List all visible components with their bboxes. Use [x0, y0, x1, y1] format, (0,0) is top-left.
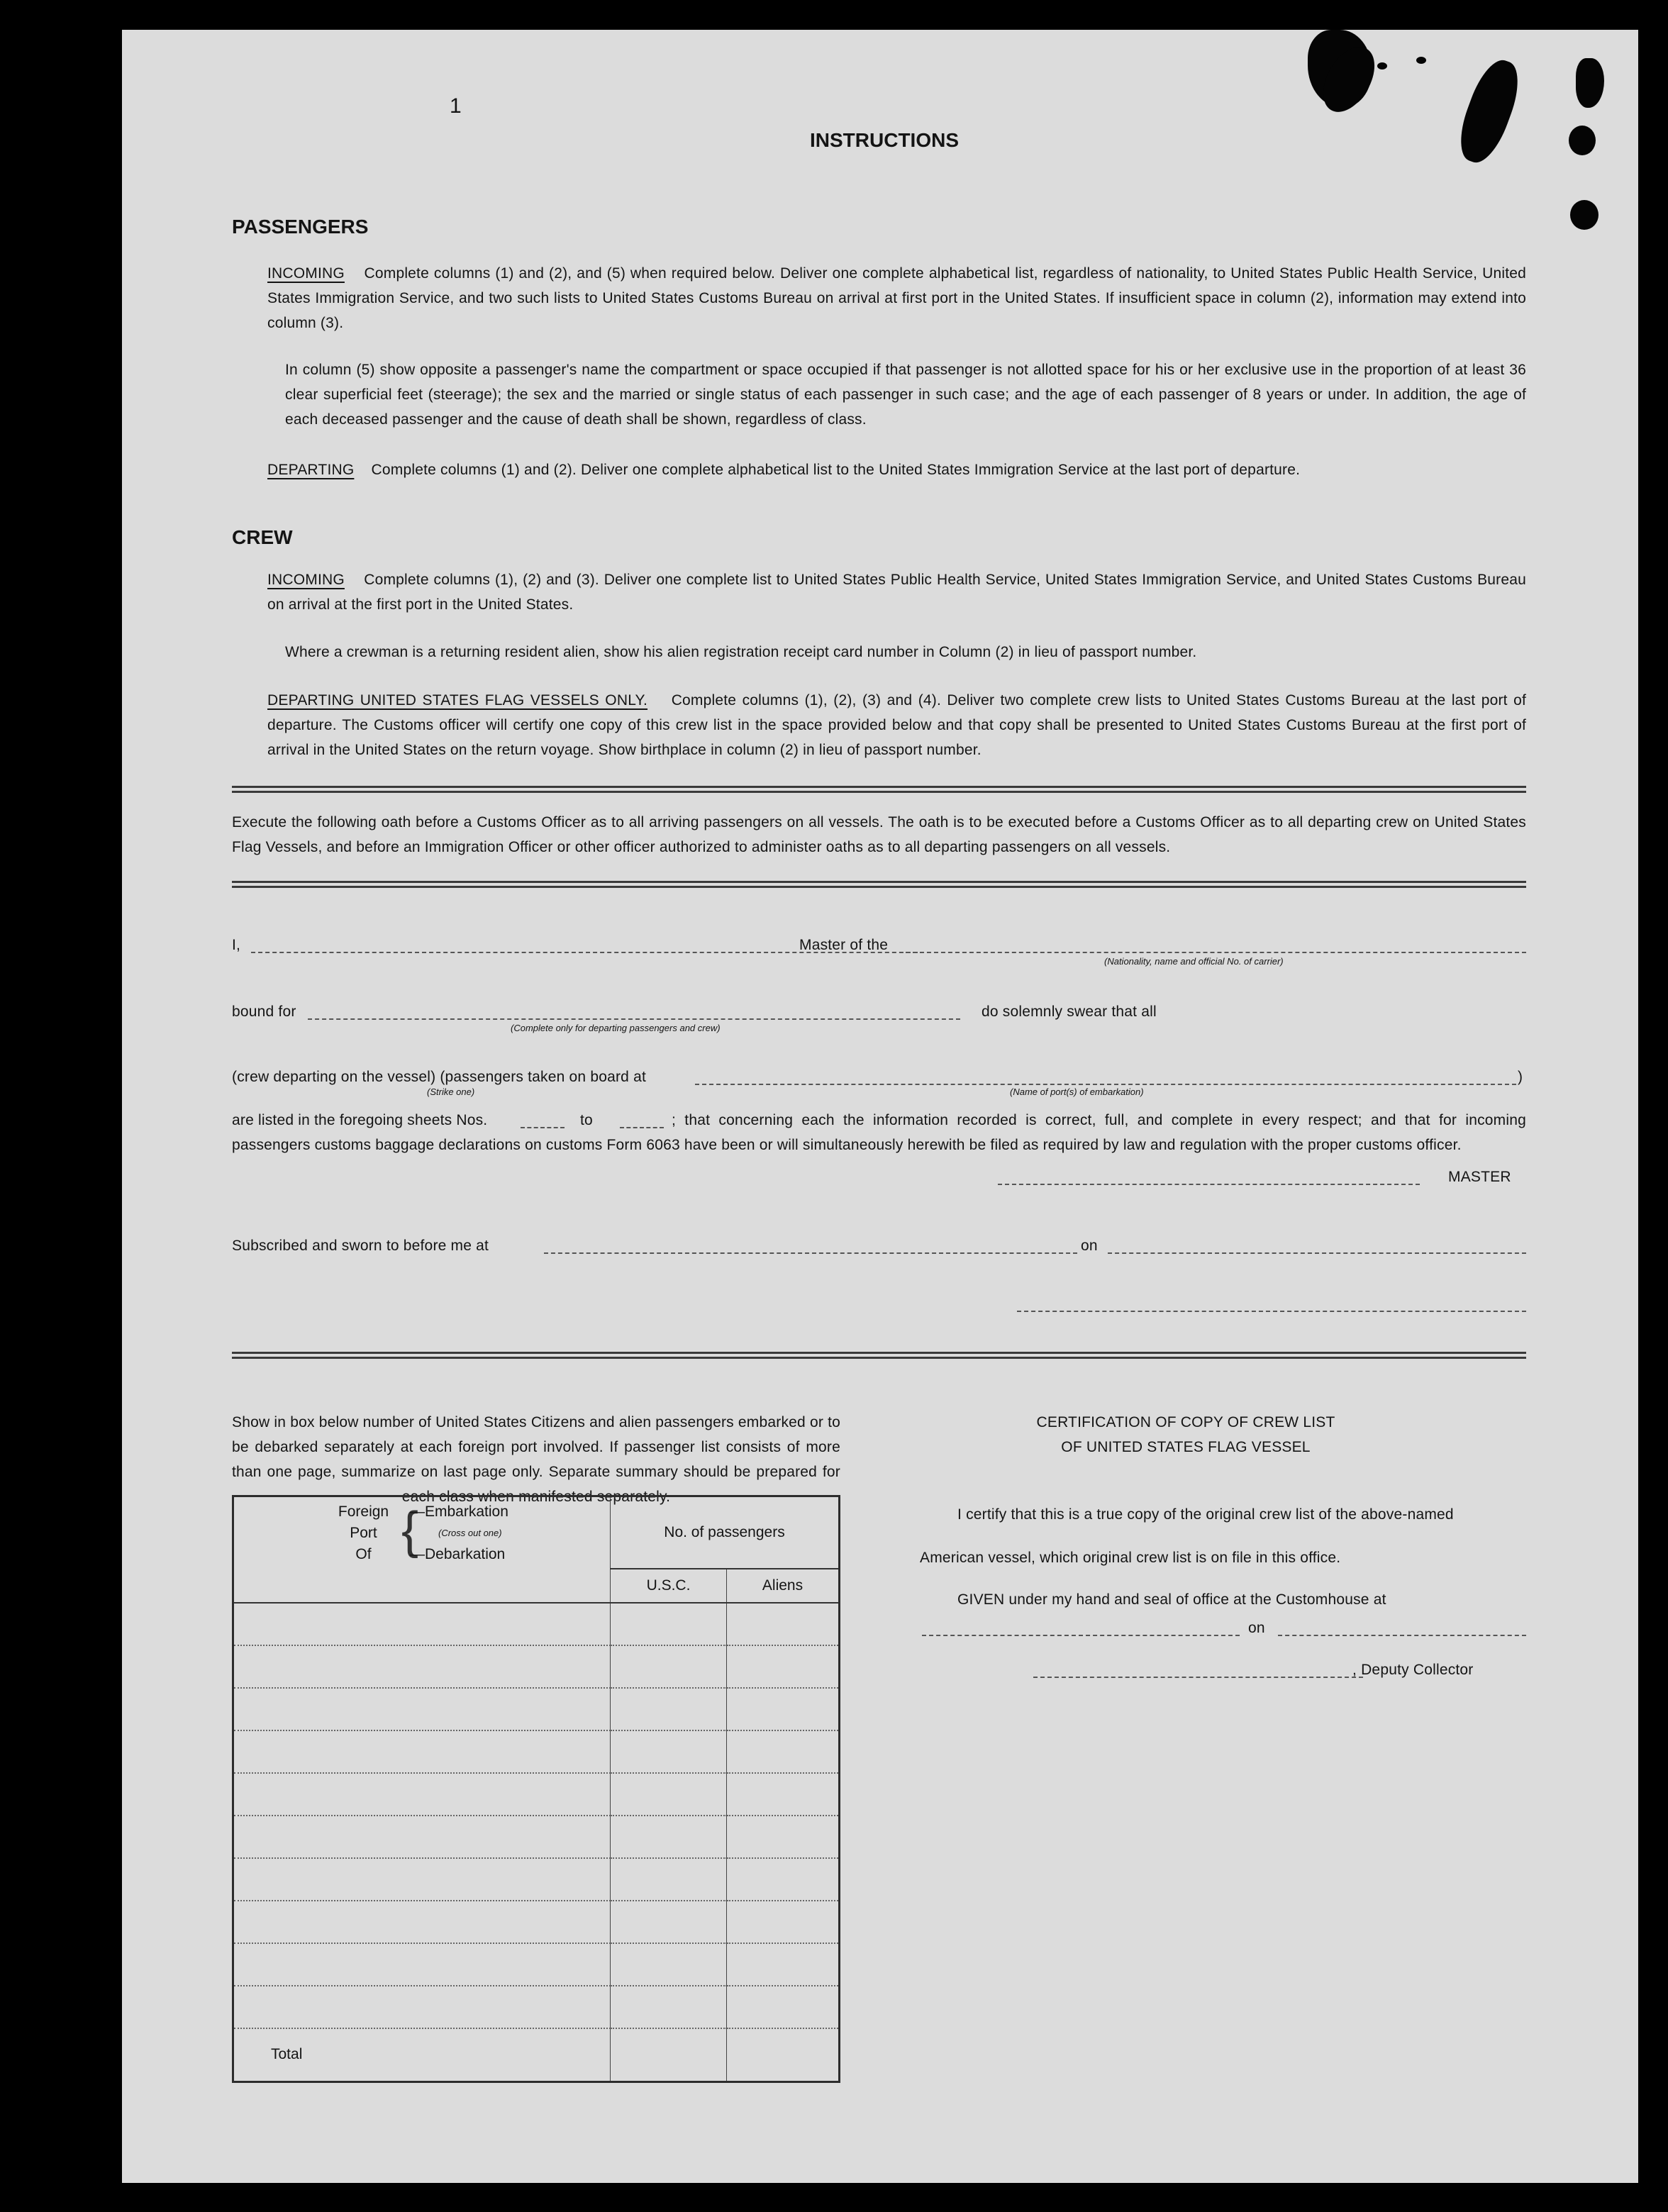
port-cell[interactable] — [233, 1773, 611, 1816]
oath-instruction: Execute the following oath before a Customs Officer as to all arriving passengers on all vessels. The oath is to be executed before a Customs Officer as to all departing crew on United States Flag Vessels, and before an Immigration Officer or other officer authorized to administer oaths as to all departing passengers on all vessels. — [232, 814, 1526, 855]
ink-blot — [1377, 62, 1387, 70]
ink-blot — [1569, 126, 1596, 155]
crew-departing-text: Complete columns (1), (2), (3) and (4). Deliver two complete crew lists to United States Customs Bureau at the last port of departure. The Customs officer will certify one copy of this crew list in the space provided below and that copy shall be presented to United States Customs Bureau at the first port of arrival in the United States on the return voyage. Show birthplace in column (2) in lieu of passport number. — [267, 692, 1527, 758]
certification-title-line1: CERTIFICATION OF COPY OF CREW LIST — [1036, 1414, 1335, 1430]
bound-for-field[interactable] — [308, 1018, 960, 1020]
of-label: Of — [355, 1546, 372, 1562]
usc-total-cell[interactable] — [611, 2028, 727, 2082]
ports-hint: (Name of port(s) of embarkation) — [1010, 1086, 1144, 1097]
deputy-collector-signature-field[interactable] — [1033, 1677, 1363, 1678]
master-signature-field[interactable] — [998, 1184, 1420, 1185]
table-row — [233, 1603, 840, 1645]
crew-passengers-label: (crew departing on the vessel) (passengers taken on board at — [232, 1069, 646, 1085]
close-paren: ) — [1518, 1069, 1523, 1085]
table-row — [233, 1773, 840, 1816]
aliens-header: Aliens — [727, 1569, 840, 1603]
crew-incoming-text: Complete columns (1), (2) and (3). Deliver one complete list to United States Public Health Service, United States Immigration Service, and United States Customs Bureau on arrival at the first port in the United States. — [267, 572, 1526, 613]
port-cell[interactable] — [233, 1858, 611, 1901]
aliens-cell[interactable] — [727, 1901, 840, 1943]
usc-cell[interactable] — [611, 1603, 727, 1645]
subscribed-date-field[interactable] — [1108, 1252, 1526, 1254]
certification-date-field[interactable] — [1278, 1635, 1526, 1636]
aliens-cell[interactable] — [727, 1603, 840, 1645]
table-row — [233, 1901, 840, 1943]
ink-blot — [1576, 58, 1604, 108]
no-of-passengers-header: No. of passengers — [611, 1496, 840, 1569]
foreign-label: Foreign — [338, 1504, 389, 1520]
subscribed-label: Subscribed and sworn to before me at — [232, 1238, 489, 1254]
aliens-cell[interactable] — [727, 1816, 840, 1858]
table-row — [233, 1816, 840, 1858]
passengers-departing-paragraph — [267, 457, 1526, 482]
ink-blot — [1570, 200, 1598, 230]
aliens-cell[interactable] — [727, 1986, 840, 2028]
crew-heading: CREW — [232, 526, 293, 548]
port-label: Port — [350, 1525, 377, 1541]
embarkation-port-field[interactable] — [695, 1084, 1516, 1085]
crew-departing-paragraph — [267, 688, 1526, 762]
debarkation-label: —Debarkation — [410, 1546, 506, 1562]
aliens-cell[interactable] — [727, 1943, 840, 1986]
document-page — [122, 30, 1638, 2183]
complete-only-hint: (Complete only for departing passengers and crew) — [511, 1023, 721, 1033]
port-cell[interactable] — [233, 1943, 611, 1986]
port-cell[interactable] — [233, 1645, 611, 1688]
aliens-cell[interactable] — [727, 1858, 840, 1901]
ink-blot — [1451, 54, 1528, 168]
aliens-cell[interactable] — [727, 1688, 840, 1730]
subscribed-on-label: on — [1081, 1238, 1098, 1254]
to-label: to — [580, 1112, 593, 1128]
double-rule — [232, 786, 1526, 793]
table-row — [233, 1730, 840, 1773]
page-title: INSTRUCTIONS — [810, 129, 959, 151]
usc-cell[interactable] — [611, 1858, 727, 1901]
oath-i-label: I, — [232, 937, 241, 953]
ink-blot — [1416, 57, 1426, 64]
port-cell[interactable] — [233, 1603, 611, 1645]
listed-label: are listed in the foregoing sheets Nos. — [232, 1112, 488, 1128]
column5-paragraph: In column (5) show opposite a passenger's name the compartment or space occupied if that passenger is not allotted space for his or her exclusive use in the proportion of at least 36 clear superficial feet (steerage); the sex and the married or single status of each passenger in such case; and the age of each passenger of 8 years or under. In addition, the age of each deceased passenger and the cause of death shall be shown, regardless of class. — [285, 362, 1526, 428]
usc-cell[interactable] — [611, 1816, 727, 1858]
given-text: GIVEN under my hand and seal of office at the Customhouse at — [957, 1591, 1386, 1608]
port-cell[interactable] — [233, 1688, 611, 1730]
incoming-text: Complete columns (1) and (2), and (5) when required below. Deliver one complete alphabetical list, regardless of nationality, to United States Public Health Service, United States Immigration Service, and two such lists to United States Customs Bureau on arrival at first port in the United States. If insufficient space in column (2), information may extend into column (3). — [267, 265, 1526, 331]
page-mark: 1 — [450, 94, 462, 118]
crew-incoming-paragraph — [267, 567, 1526, 617]
customhouse-field[interactable] — [922, 1635, 1240, 1636]
port-cell[interactable] — [233, 1730, 611, 1773]
nationality-hint: (Nationality, name and official No. of carrier) — [1104, 956, 1284, 967]
total-text: Total — [271, 2046, 303, 2063]
passengers-heading: PASSENGERS — [232, 216, 369, 238]
usc-cell[interactable] — [611, 1986, 727, 2028]
incoming-label: INCOMING — [267, 265, 345, 282]
cross-out-hint: (Cross out one) — [438, 1528, 502, 1538]
bound-for-label: bound for — [232, 1004, 296, 1020]
certification-title-line2: OF UNITED STATES FLAG VESSEL — [1061, 1439, 1311, 1455]
certify-text: I certify that this is a true copy of the original crew list of the above-named — [957, 1506, 1454, 1523]
deputy-collector-label: , Deputy Collector — [1352, 1662, 1474, 1678]
strike-one-hint: (Strike one) — [427, 1086, 475, 1097]
total-row — [233, 2028, 840, 2082]
usc-cell[interactable] — [611, 1943, 727, 1986]
total-label — [233, 2028, 611, 2082]
usc-cell[interactable] — [611, 1901, 727, 1943]
listed-rest-text — [232, 1108, 1526, 1157]
usc-header: U.S.C. — [611, 1569, 727, 1603]
table-header-row — [233, 1496, 840, 1569]
aliens-cell[interactable] — [727, 1645, 840, 1688]
crew-incoming-label: INCOMING — [267, 572, 345, 588]
swear-label: do solemnly swear that all — [982, 1004, 1157, 1020]
usc-cell[interactable] — [611, 1730, 727, 1773]
port-cell[interactable] — [233, 1986, 611, 2028]
passenger-summary-table — [232, 1495, 840, 2083]
oath-statement: ; that concerning each the information recorded is correct, full, and complete in every respect; and that for incoming passengers customs baggage declarations on customs Form 6063 have been or will simultaneously herewith be filed as required by law and regulation with the proper customs officer. — [232, 1112, 1526, 1153]
double-rule — [232, 881, 1526, 888]
table-row — [233, 1986, 840, 2028]
table-row — [233, 1858, 840, 1901]
resident-alien-paragraph: Where a crewman is a returning resident alien, show his alien registration receipt card number in Column (2) in lieu of passport number. — [285, 644, 1197, 660]
brace-icon: { — [401, 1502, 419, 1559]
passengers-incoming-paragraph — [267, 261, 1526, 335]
table-row — [233, 1645, 840, 1688]
usc-cell[interactable] — [611, 1645, 727, 1688]
table-row — [233, 1943, 840, 1986]
usc-cell[interactable] — [611, 1773, 727, 1816]
certification-title — [987, 1410, 1384, 1460]
summary-instruction: Show in box below number of United States Citizens and alien passengers embarked or to be debarked separately at each foreign port involved. If passenger list consists of more than one page, summarize on last page only. Separate summary should be prepared for each class when manifested separately. — [232, 1414, 840, 1505]
certification-on-label: on — [1248, 1620, 1265, 1636]
port-cell[interactable] — [233, 1901, 611, 1943]
aliens-cell[interactable] — [727, 1730, 840, 1773]
carrier-field[interactable] — [906, 952, 1526, 953]
master-of-label: Master of the — [799, 937, 889, 953]
departing-text: Complete columns (1) and (2). Deliver one complete alphabetical list to the United States Immigration Service at the last port of departure. — [371, 462, 1301, 478]
double-rule — [232, 1352, 1526, 1359]
officer-signature-field[interactable] — [1017, 1311, 1526, 1312]
aliens-total-cell[interactable] — [727, 2028, 840, 2082]
subscribed-place-field[interactable] — [544, 1252, 1077, 1254]
port-cell[interactable] — [233, 1816, 611, 1858]
usc-cell[interactable] — [611, 1688, 727, 1730]
crew-departing-label: DEPARTING UNITED STATES FLAG VESSELS ONLY. — [267, 692, 648, 708]
port-header-cell — [233, 1496, 611, 1603]
aliens-cell[interactable] — [727, 1773, 840, 1816]
master-label: MASTER — [1448, 1169, 1511, 1185]
departing-label: DEPARTING — [267, 462, 355, 478]
table-row — [233, 1688, 840, 1730]
embarkation-label: —Embarkation — [410, 1504, 508, 1520]
vessel-text: American vessel, which original crew list is on file in this office. — [920, 1550, 1341, 1566]
